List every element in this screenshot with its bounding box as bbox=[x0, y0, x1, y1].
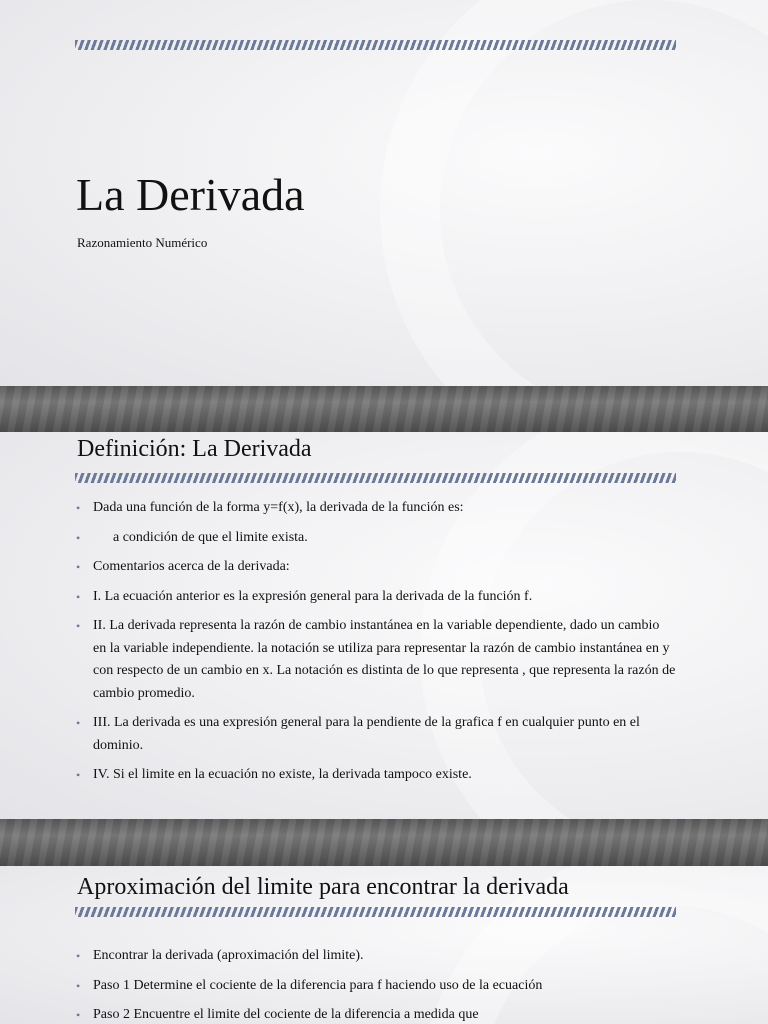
list-item: • Paso 1 Determine el cociente de la diferencia para f haciendo uso de la ecuación bbox=[76, 975, 676, 998]
bullet-list bbox=[76, 497, 676, 794]
hatch-divider bbox=[75, 40, 676, 50]
bullet-list bbox=[76, 945, 676, 1024]
slide-separator bbox=[0, 819, 768, 866]
slide-heading: Aproximación del limite para encontrar la derivada bbox=[77, 874, 569, 900]
slide-subtitle: Razonamiento Numérico bbox=[77, 235, 208, 250]
list-item: • I. La ecuación anterior es la expresión general para la derivada de la función f. bbox=[76, 586, 676, 609]
list-item: • IV. Si el limite en la ecuación no existe, la derivada tampoco existe. bbox=[76, 764, 676, 787]
background-swirl bbox=[380, 0, 768, 386]
bullet-icon: • bbox=[76, 589, 81, 604]
list-item: • Paso 2 Encuentre el limite del cociente de la diferencia a medida que bbox=[76, 1004, 676, 1024]
list-item: • III. La derivada es una expresión general para la pendiente de la grafica f en cualquier punto en el dominio. bbox=[76, 712, 676, 757]
bullet-icon: • bbox=[76, 560, 81, 574]
bullet-icon: • bbox=[76, 530, 81, 545]
approximation-slide bbox=[0, 866, 768, 1024]
list-item: • Encontrar la derivada (aproximación del limite). bbox=[76, 945, 676, 968]
bullet-icon: • bbox=[76, 716, 81, 730]
slide-separator bbox=[0, 386, 768, 432]
list-item: • a condición de que el limite exista. bbox=[76, 527, 676, 550]
slide-title: La Derivada bbox=[76, 169, 305, 220]
definition-slide bbox=[0, 432, 768, 819]
bullet-icon: • bbox=[76, 501, 81, 515]
bullet-icon: • bbox=[76, 1008, 81, 1022]
slide-heading: Definición: La Derivada bbox=[77, 436, 312, 462]
list-item: • Comentarios acerca de la derivada: bbox=[76, 556, 676, 579]
hatch-divider bbox=[75, 473, 676, 483]
bullet-icon: • bbox=[76, 768, 81, 782]
bullet-icon: • bbox=[76, 978, 81, 993]
bullet-icon: • bbox=[76, 619, 81, 633]
title-slide bbox=[0, 0, 768, 386]
bullet-icon: • bbox=[76, 949, 81, 963]
list-item: • II. La derivada representa la razón de cambio instantánea en la variable dependiente, dado un cambio en la variable independiente. la notación se utiliza para representar la razón de cambio instantánea en y con respecto de un cambio en x. La notación es distinta de lo que representa , que representa la razón de cambio promedio. bbox=[76, 615, 676, 705]
hatch-divider bbox=[75, 907, 676, 917]
list-item: • Dada una función de la forma y=f(x), la derivada de la función es: bbox=[76, 497, 676, 520]
